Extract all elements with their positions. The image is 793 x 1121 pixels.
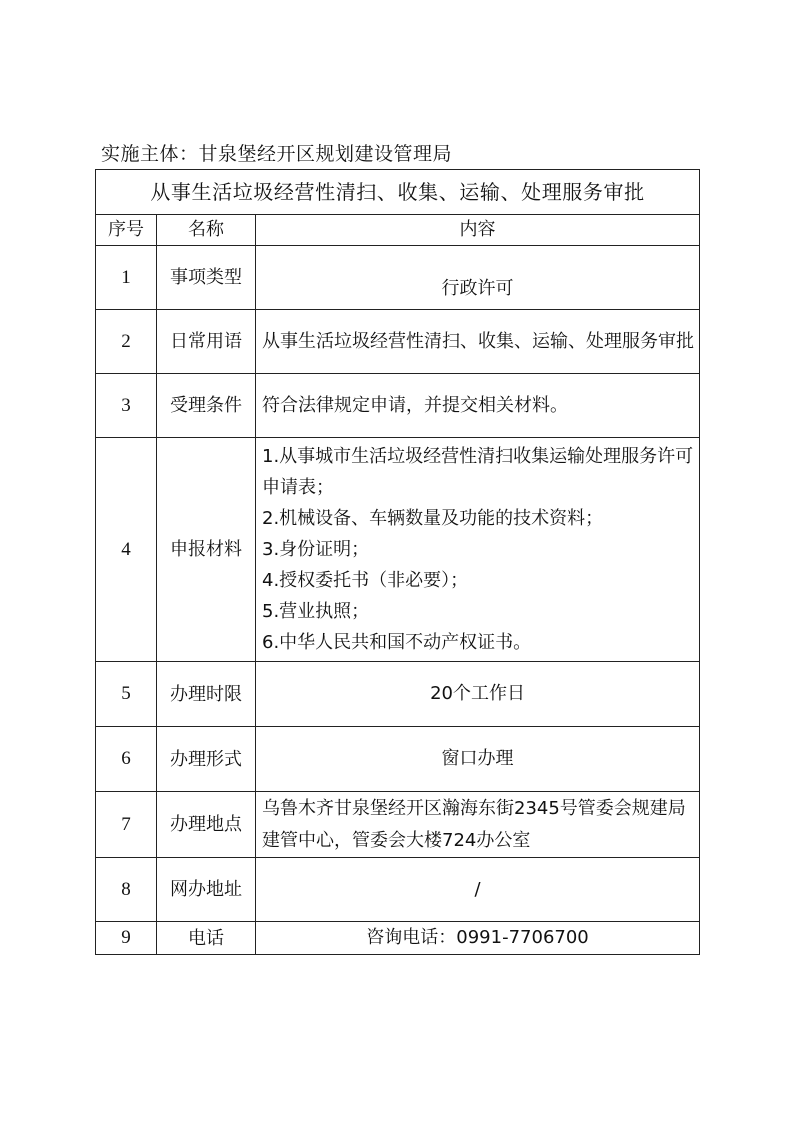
- row-content: 乌鲁木齐甘泉堡经开区瀚海东街2345号管委会规建局建管中心，管委会大楼724办公室: [256, 792, 700, 858]
- table-row: [96, 922, 700, 955]
- row-number: 9: [96, 922, 157, 955]
- material-item: 4.授权委托书（非必要）；: [262, 570, 469, 591]
- service-info-table: [95, 169, 700, 955]
- row-number: 6: [96, 727, 157, 792]
- table-row: [96, 374, 700, 438]
- material-item: 2.机械设备、车辆数量及功能的技术资料；: [262, 508, 604, 529]
- row-name: 电话: [157, 922, 256, 955]
- table-row: [96, 858, 700, 922]
- row-content: 符合法律规定申请，并提交相关材料。: [256, 374, 700, 438]
- row-number: 1: [96, 246, 157, 310]
- row-content: 窗口办理: [256, 727, 700, 792]
- row-number: 4: [96, 438, 157, 662]
- row-name: 受理条件: [157, 374, 256, 438]
- row-number: 3: [96, 374, 157, 438]
- row-name: 事项类型: [157, 246, 256, 310]
- row-name: 办理时限: [157, 662, 256, 727]
- row-content: 20个工作日: [256, 662, 700, 727]
- row-content: 咨询电话：0991-7706700: [256, 922, 700, 955]
- materials-list: [256, 438, 700, 662]
- row-name: 办理地点: [157, 792, 256, 858]
- table-row: [96, 727, 700, 792]
- table-row: [96, 438, 700, 662]
- row-content: 行政许可: [256, 246, 700, 310]
- row-number: 2: [96, 310, 157, 374]
- material-item: 6.中华人民共和国不动产权证书。: [262, 632, 532, 653]
- table-title: 从事生活垃圾经营性清扫、收集、运输、处理服务审批: [96, 170, 700, 215]
- implementing-body: 实施主体：甘泉堡经开区规划建设管理局: [101, 143, 453, 165]
- material-item: 1.从事城市生活垃圾经营性清扫收集运输处理服务许可申请表；: [262, 446, 694, 498]
- header-name: 名称: [157, 215, 256, 246]
- row-number: 7: [96, 792, 157, 858]
- row-number: 8: [96, 858, 157, 922]
- material-item: 5.营业执照；: [262, 601, 370, 622]
- header-no: 序号: [96, 215, 157, 246]
- row-number: 5: [96, 662, 157, 727]
- row-content: /: [256, 858, 700, 922]
- table-row: [96, 246, 700, 310]
- table-row: [96, 310, 700, 374]
- row-name: 网办地址: [157, 858, 256, 922]
- table-row: [96, 662, 700, 727]
- row-name: 办理形式: [157, 727, 256, 792]
- header-content: 内容: [256, 215, 700, 246]
- row-name: 日常用语: [157, 310, 256, 374]
- material-item: 3.身份证明；: [262, 539, 370, 560]
- row-content: 从事生活垃圾经营性清扫、收集、运输、处理服务审批: [256, 310, 700, 374]
- table-row: [96, 792, 700, 858]
- row-name: 申报材料: [157, 438, 256, 662]
